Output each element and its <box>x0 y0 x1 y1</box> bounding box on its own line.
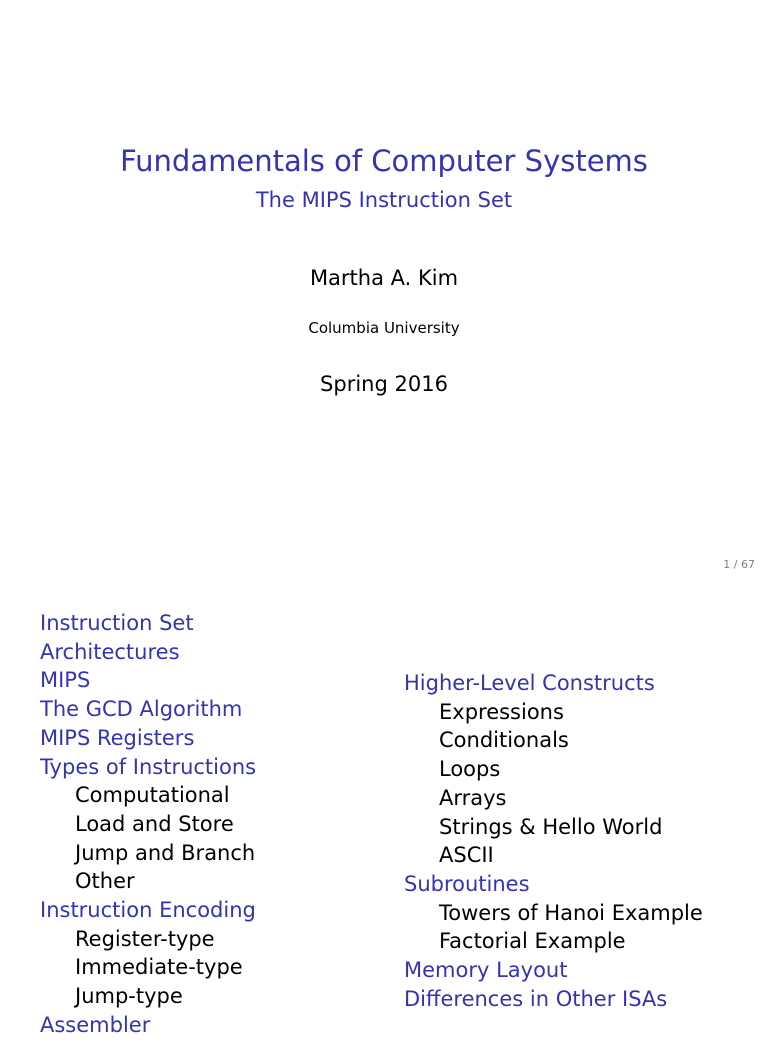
author-name: Martha A. Kim <box>309 266 459 290</box>
toc-section-link[interactable]: Higher-Level Constructs <box>404 671 655 695</box>
toc-subsection-link[interactable]: Towers of Hanoi Example <box>439 900 703 925</box>
slide-title: Fundamentals of Computer Systems <box>120 144 648 178</box>
toc-section-link[interactable]: Subroutines <box>404 871 530 896</box>
toc-section-link[interactable]: Memory Layout <box>404 958 568 983</box>
page-number: 1 / 67 <box>723 558 755 571</box>
toc-section-link[interactable]: Assembler <box>40 1012 151 1037</box>
toc-section-link[interactable]: MIPS <box>40 668 91 693</box>
toc-section-link[interactable]: The GCD Algorithm <box>40 697 243 722</box>
toc-subsection-link[interactable]: Loops <box>439 757 501 782</box>
toc-section-link[interactable]: Differences in Other ISAs <box>404 986 668 1011</box>
presentation-date: Spring 2016 <box>320 372 448 396</box>
toc-subsection-link[interactable]: Other <box>75 869 135 894</box>
toc-subsection-link[interactable]: Jump and Branch <box>75 840 256 865</box>
outline-slide <box>0 580 768 1037</box>
toc-section-link[interactable]: Instruction Set <box>40 611 194 635</box>
toc-section-link[interactable]: MIPS Registers <box>40 725 195 750</box>
toc-section-link[interactable]: Instruction Encoding <box>40 898 256 923</box>
toc-section-link[interactable]: Architectures <box>40 639 180 664</box>
toc-subsection-link[interactable]: Register-type <box>75 926 215 951</box>
slide-subtitle: The MIPS Instruction Set <box>255 188 513 212</box>
outline-right-column <box>404 669 703 1013</box>
toc-subsection-link[interactable]: Computational <box>75 783 230 808</box>
toc-subsection-link[interactable]: Factorial Example <box>439 929 626 954</box>
toc-section-link[interactable]: Types of Instructions <box>40 754 257 779</box>
toc-subsection-link[interactable]: Arrays <box>439 785 507 810</box>
toc-subsection-link[interactable]: Jump-type <box>75 984 183 1009</box>
institute-name: Columbia University <box>308 319 460 337</box>
toc-subsection-link[interactable]: Load and Store <box>75 811 234 836</box>
toc-subsection-link[interactable]: ASCII <box>439 843 494 868</box>
toc-subsection-link[interactable]: Expressions <box>439 699 564 724</box>
outline-left-column <box>40 609 256 1040</box>
toc-subsection-link[interactable]: Strings & Hello World <box>439 814 663 839</box>
toc-subsection-link[interactable]: Conditionals <box>439 728 569 753</box>
toc-subsection-link[interactable]: Immediate-type <box>75 955 243 980</box>
